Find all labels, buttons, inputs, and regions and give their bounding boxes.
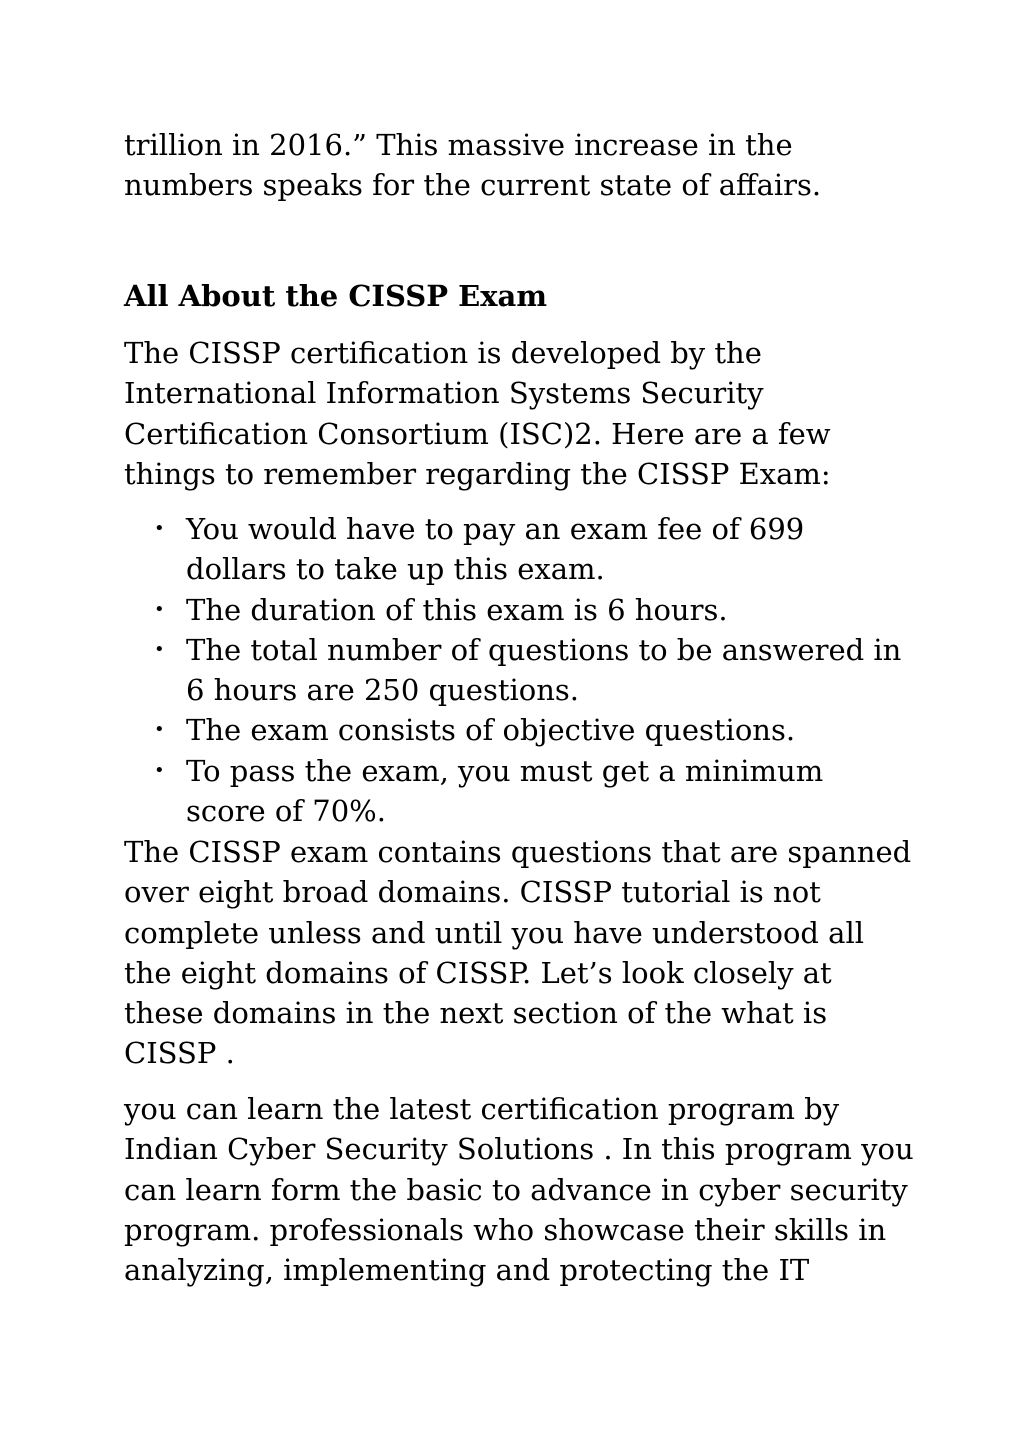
list-item [124, 710, 924, 750]
paragraph-line: things to remember regarding the CISSP Exam: [124, 456, 831, 491]
paragraph-line: the eight domains of CISSP. Let’s look closely at [124, 955, 832, 990]
paragraph-line: over eight broad domains. CISSP tutorial is not [124, 875, 821, 910]
paragraph-line: can learn form the basic to advance in cyber security [124, 1172, 908, 1207]
paragraph-line: program. professionals who showcase their skills in [124, 1212, 887, 1247]
paragraph-line: The CISSP certification is developed by the [124, 336, 762, 370]
paragraph-program [124, 1089, 914, 1290]
list-item-line: score of 70%. [186, 794, 386, 829]
intro-line: trillion in 2016.” This massive increase in the [124, 128, 793, 162]
list-item-line: To pass the exam, you must get a minimum [186, 753, 824, 788]
list-item [124, 751, 924, 832]
paragraph-line: these domains in the next section of the what is [124, 996, 828, 1031]
bullet-icon: • [154, 638, 165, 660]
paragraph-line: CISSP . [124, 1036, 235, 1071]
exam-facts-list [124, 509, 924, 831]
list-item-line: You would have to pay an exam fee of 699 [186, 512, 805, 546]
section-heading: All About the CISSP Exam [124, 279, 548, 313]
list-item-line: 6 hours are 250 questions. [186, 673, 580, 708]
list-item [124, 630, 924, 711]
intro-paragraph [124, 125, 914, 206]
list-item-line: The duration of this exam is 6 hours. [186, 592, 728, 627]
list-item-line: The exam consists of objective questions. [186, 713, 796, 748]
paragraph-line: Indian Cyber Security Solutions . In this program you [124, 1132, 914, 1167]
paragraph-cissp-intro [124, 333, 914, 494]
paragraph-line: The CISSP exam contains questions that are spanned [124, 835, 912, 869]
paragraph-line: Certification Consortium (ISC)2. Here are a few [124, 416, 831, 451]
list-item-line: The total number of questions to be answered in [186, 632, 902, 667]
bullet-icon: • [154, 719, 165, 741]
paragraph-line: you can learn the latest certification program by [124, 1092, 840, 1126]
intro-line: numbers speaks for the current state of affairs. [124, 168, 822, 203]
bullet-icon: • [154, 759, 165, 781]
list-item [124, 509, 924, 590]
paragraph-line: complete unless and until you have understood all [124, 915, 865, 950]
paragraph-line: analyzing, implementing and protecting the IT [124, 1253, 810, 1288]
bullet-icon: • [154, 518, 165, 539]
list-item [124, 590, 924, 630]
paragraph-line: International Information Systems Security [124, 376, 764, 411]
bullet-icon: • [154, 598, 165, 620]
paragraph-domains [124, 832, 914, 1074]
list-item-line: dollars to take up this exam. [186, 552, 605, 587]
